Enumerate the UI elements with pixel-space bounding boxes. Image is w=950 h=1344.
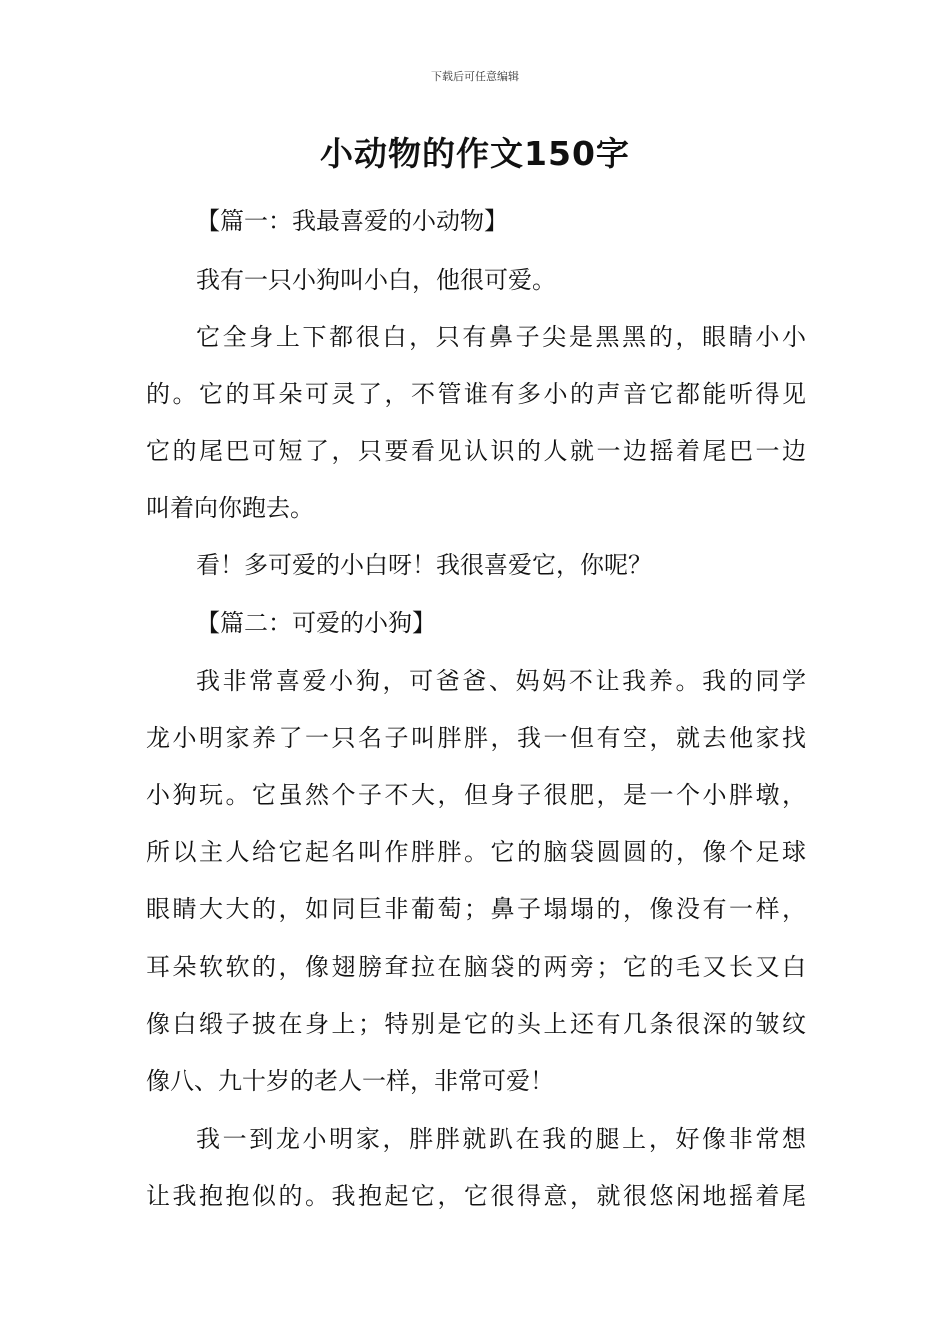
section-heading-1: 【篇一：我最喜爱的小动物】 bbox=[196, 207, 508, 235]
paragraph-line: 所以主人给它起名叫作胖胖。它的脑袋圆圆的，像个足球 bbox=[146, 838, 806, 866]
section-heading-2: 【篇二：可爱的小狗】 bbox=[196, 609, 436, 637]
paragraph-line: 它的尾巴可短了，只要看见认识的人就一边摇着尾巴一边 bbox=[146, 437, 806, 465]
paragraph-line: 像八、九十岁的老人一样，非常可爱！ bbox=[146, 1067, 554, 1095]
paragraph-line: 耳朵软软的，像翅膀耷拉在脑袋的两旁；它的毛又长又白 bbox=[146, 953, 806, 981]
paragraph-line: 的。它的耳朵可灵了，不管谁有多小的声音它都能听得见 bbox=[146, 380, 806, 408]
page-title: 小动物的作文150字 bbox=[320, 134, 630, 173]
paragraph-line: 它全身上下都很白，只有鼻子尖是黑黑的，眼睛小小 bbox=[196, 323, 806, 351]
paragraph-line: 我一到龙小明家，胖胖就趴在我的腿上，好像非常想 bbox=[196, 1125, 806, 1153]
paragraph-line: 眼睛大大的，如同巨非葡萄；鼻子塌塌的，像没有一样， bbox=[146, 895, 806, 923]
paragraph-line: 叫着向你跑去。 bbox=[146, 494, 314, 522]
paragraph-line: 我有一只小狗叫小白，他很可爱。 bbox=[196, 266, 556, 294]
paragraph-line: 看！多可爱的小白呀！我很喜爱它，你呢？ bbox=[196, 551, 652, 579]
paragraph-line: 像白缎子披在身上；特别是它的头上还有几条很深的皱纹 bbox=[146, 1010, 806, 1038]
paragraph-line: 让我抱抱似的。我抱起它，它很得意，就很悠闲地摇着尾 bbox=[146, 1182, 806, 1210]
paragraph-line: 龙小明家养了一只名子叫胖胖，我一但有空，就去他家找 bbox=[146, 724, 806, 752]
paragraph-line: 我非常喜爱小狗，可爸爸、妈妈不让我养。我的同学 bbox=[196, 667, 806, 695]
paragraph-line: 小狗玩。它虽然个子不大，但身子很肥，是一个小胖墩， bbox=[146, 781, 806, 809]
header-note: 下载后可任意编辑 bbox=[431, 70, 519, 83]
